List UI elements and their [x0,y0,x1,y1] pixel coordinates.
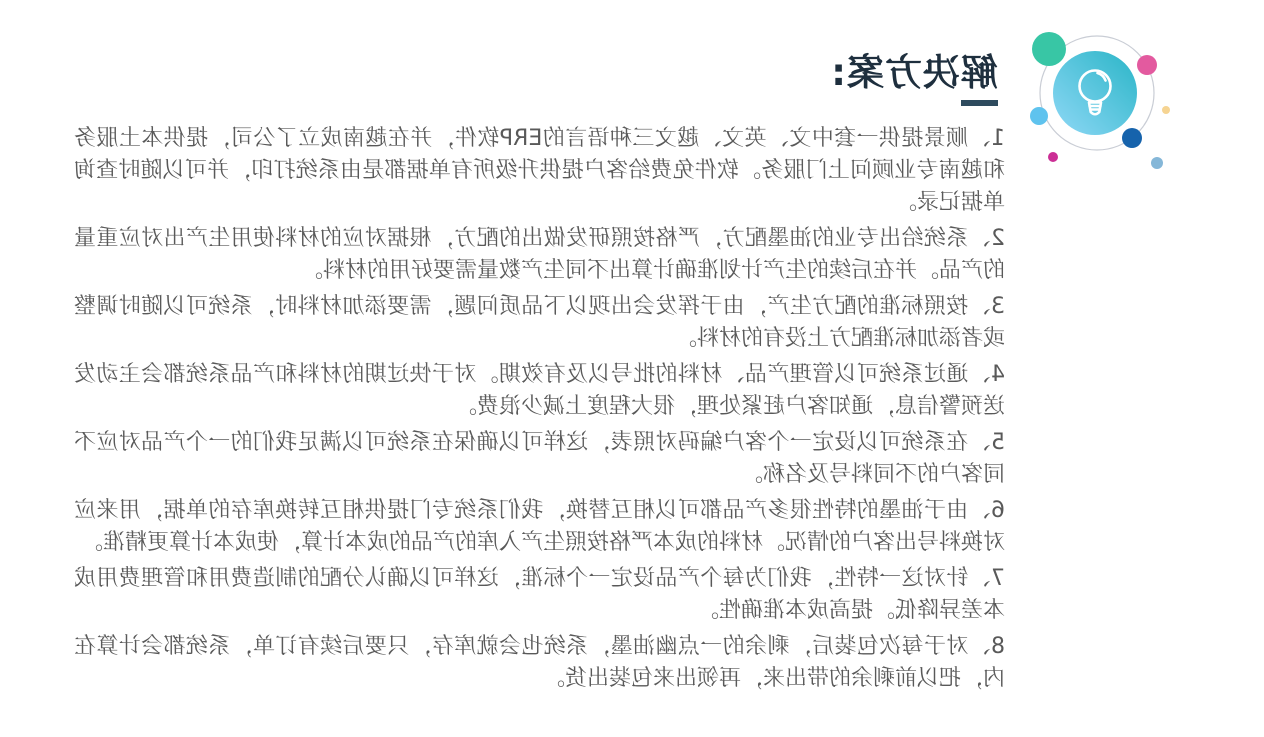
magenta-dot-icon [1048,152,1058,162]
darkblue-dot-icon [1122,128,1142,148]
solution-item-2: 2、系统给出专业的油墨配方，严格按照研发做出的配方，根据对应的材料使用生产出对应重量的产品。并在后续的生产计划准确计算出不同生产数量需要好用的材料。 [74,226,1005,283]
solution-list [74,123,1005,699]
solution-item-6: 6、由于油墨的特性很多产品都可以相互替换，我们系统专门提供相互转换库存的单据，用来应对换料号出客户的情况。材料的成本严格按照生产入库的产品的成本计算，使成本计算更精准。 [74,498,1005,555]
steelblue-dot-icon [1151,157,1163,169]
solution-item-5: 5、在系统可以设定一个客户编码对照表，这样可以确保在系统可以满足我们的一个产品对应不同客户的不同料号及名称。 [74,430,1005,487]
solution-item-8: 8、对于每次包装后，剩余的一点幽油墨，系统也会就库存，只要后续有订单，系统都会计算在内，把以前剩余的带出来，再领出来包装出货。 [74,634,1005,691]
lightbulb-graphic [1004,20,1204,190]
solution-item-7: 7、针对这一特性，我们为每个产品设定一个标准，这样可以确认分配的制造费用和管理费用成本差异降低。提高成本准确性。 [74,566,1005,623]
yellow-dot-icon [1162,106,1170,114]
solution-item-3: 3、按照标准的配方生产，由于挥发会出现以下品质问题，需要添加材料时，系统可以随时调整或者添加标准配方上没有的材料。 [74,294,1005,351]
teal-dot-icon [1032,32,1066,66]
title-underline [961,100,998,106]
solution-item-4: 4、通过系统可以管理产品、材料的批号以及有效期。对于快过期的材料和产品系统都会主动发送预警信息，通知客户赶紧处理，很大程度上减少浪费。 [74,362,1005,419]
bulb-circle [1053,51,1137,135]
page-title: 解决方案: [830,51,998,94]
lightblue-dot-icon [1030,107,1048,125]
solution-item-1: 1、顺景提供一套中文、英文、越文三种语言的ERP软件，并在越南成立了公司，提供本土服务和越南专业顾问上门服务。软件免费给客户提供升级所有单据都是由系统打印，并可以随时查询单据记录。 [74,126,1005,215]
pink-dot-icon [1137,55,1157,75]
